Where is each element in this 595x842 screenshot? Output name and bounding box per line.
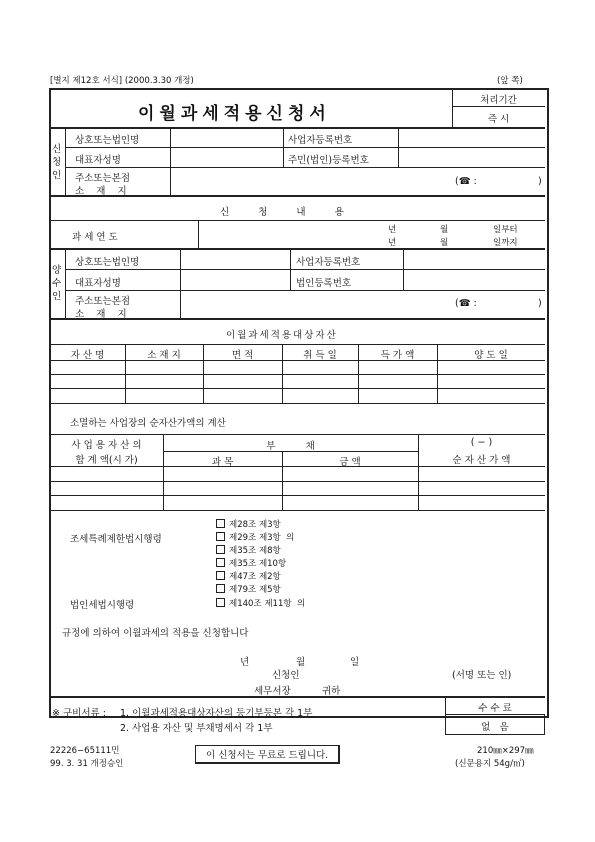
transferee-phone: (☎ : bbox=[455, 298, 477, 309]
tax-office-label: 세무서장 bbox=[254, 686, 291, 697]
form-code: 22226−65111민 bbox=[50, 746, 120, 756]
documents-prefix: ※ 구비서류 : bbox=[52, 708, 106, 719]
checkbox-icon[interactable] bbox=[216, 584, 225, 593]
special-tax-law-label: 조세특례제한법시행령 bbox=[70, 534, 162, 545]
transferee-phone-close: ) bbox=[538, 298, 542, 309]
law-option-1[interactable]: 제28조 제3항 bbox=[216, 518, 281, 530]
paper-size: 210㎜×297㎜ bbox=[477, 746, 534, 756]
assets-col-value: 득 가 액 bbox=[380, 350, 415, 361]
tax-year-label: 과 세 연 도 bbox=[72, 232, 118, 243]
assets-table-title: 이월과세적용대상자산 bbox=[226, 330, 338, 341]
checkbox-icon[interactable] bbox=[216, 532, 225, 541]
transferee-corp-reg-no-label: 법인등록번호 bbox=[296, 278, 352, 289]
applicant-address-label-2: 소 재 지 bbox=[75, 186, 127, 197]
law-option-3[interactable]: 제35조 제8항 bbox=[216, 544, 281, 556]
law-option-4[interactable]: 제35조 제10항 bbox=[216, 557, 286, 569]
assets-col-location: 소 재 지 bbox=[147, 350, 181, 361]
applicant-phone-close: ) bbox=[538, 176, 542, 187]
applicant-biz-reg-no-label: 사업자등록번호 bbox=[288, 135, 353, 146]
signature-applicant-label: 신청인 bbox=[272, 670, 300, 681]
request-content-heading: 신 청 내 용 bbox=[220, 207, 344, 218]
applicant-section-label: 신 청 인 bbox=[52, 144, 62, 181]
law-option-6[interactable]: 제79조 제5항 bbox=[216, 583, 281, 595]
free-notice: 이 신청서는 무료로 드립니다. bbox=[195, 745, 340, 764]
approval-date: 99. 3. 31 개정승인 bbox=[50, 759, 124, 769]
liability-item-label: 과 목 bbox=[211, 457, 234, 468]
checkbox-icon[interactable] bbox=[216, 545, 225, 554]
transferee-rep-name-label: 대표자성명 bbox=[75, 278, 121, 289]
page-side: (앞 쪽) bbox=[497, 76, 523, 86]
transferee-section-label: 양 수 인 bbox=[52, 265, 62, 302]
checkbox-icon[interactable] bbox=[216, 571, 225, 580]
corp-tax-law-label: 법인세법시행령 bbox=[70, 600, 135, 611]
checkbox-icon[interactable] bbox=[216, 519, 225, 528]
net-asset-value-label: 순 자 산 가 액 bbox=[452, 455, 511, 466]
law-option-7[interactable]: 제140조 제11항 의 bbox=[216, 597, 305, 609]
documents-item-2: 2. 사업용 자산 및 부채명세서 각 1부 bbox=[120, 723, 273, 734]
applicant-rep-name-label: 대표자성명 bbox=[75, 155, 121, 166]
applicant-resident-no-label: 주민(법인)등록번호 bbox=[288, 155, 369, 166]
liability-label: 부 채 bbox=[266, 441, 315, 452]
transferee-company-name-label: 상호또는법인명 bbox=[75, 257, 140, 268]
net-asset-total-label: 사 업 용 자 산 의 bbox=[71, 440, 142, 451]
applicant-phone: (☎ : bbox=[455, 176, 477, 187]
assets-col-acquired: 취 득 일 bbox=[303, 350, 337, 361]
transferee-address-label: 주소또는본점 bbox=[75, 296, 131, 307]
transferee-address-label-2: 소 재 지 bbox=[75, 309, 127, 320]
liability-amount-label: 금 액 bbox=[339, 457, 361, 468]
assets-col-name: 자 산 명 bbox=[70, 350, 105, 361]
net-asset-title: 소멸하는 사업장의 순자산가액의 계산 bbox=[70, 418, 226, 429]
processing-period-label: 처리기간 bbox=[480, 95, 517, 106]
checkbox-icon[interactable] bbox=[216, 598, 225, 607]
net-asset-total-label-2: 합 계 액(시 가) bbox=[75, 455, 138, 466]
assets-col-area: 면 적 bbox=[231, 350, 254, 361]
law-option-2[interactable]: 제29조 제3항 의 bbox=[216, 531, 294, 543]
minus-label: ( − ) bbox=[470, 437, 493, 448]
applicant-company-name-label: 상호또는법인명 bbox=[75, 135, 140, 146]
documents-item-1: 1. 이월과세적용대상자산의 등기부등본 각 1부 bbox=[120, 708, 313, 719]
transferee-biz-reg-no-label: 사업자등록번호 bbox=[296, 257, 361, 268]
addressee-label: 귀하 bbox=[322, 686, 341, 697]
law-option-5[interactable]: 제47조 제2항 bbox=[216, 570, 281, 582]
fee-value: 없 음 bbox=[481, 722, 509, 733]
paper-type: (신문용지 54g/㎡) bbox=[455, 759, 525, 769]
signature-seal-label: (서명 또는 인) bbox=[452, 670, 512, 681]
form-reference: [별지 제12호 서식] (2000.3.30 개정) bbox=[50, 76, 194, 86]
assets-col-transfer-date: 양 도 일 bbox=[474, 350, 508, 361]
processing-period-value: 즉 시 bbox=[487, 114, 510, 125]
form-title: 이월과세적용신청서 bbox=[138, 104, 331, 124]
checkbox-icon[interactable] bbox=[216, 558, 225, 567]
fee-label: 수 수 료 bbox=[478, 703, 512, 714]
applicant-address-label: 주소또는본점 bbox=[75, 173, 131, 184]
application-statement: 규정에 의하여 이월과세의 적용을 신청합니다 bbox=[62, 628, 249, 639]
